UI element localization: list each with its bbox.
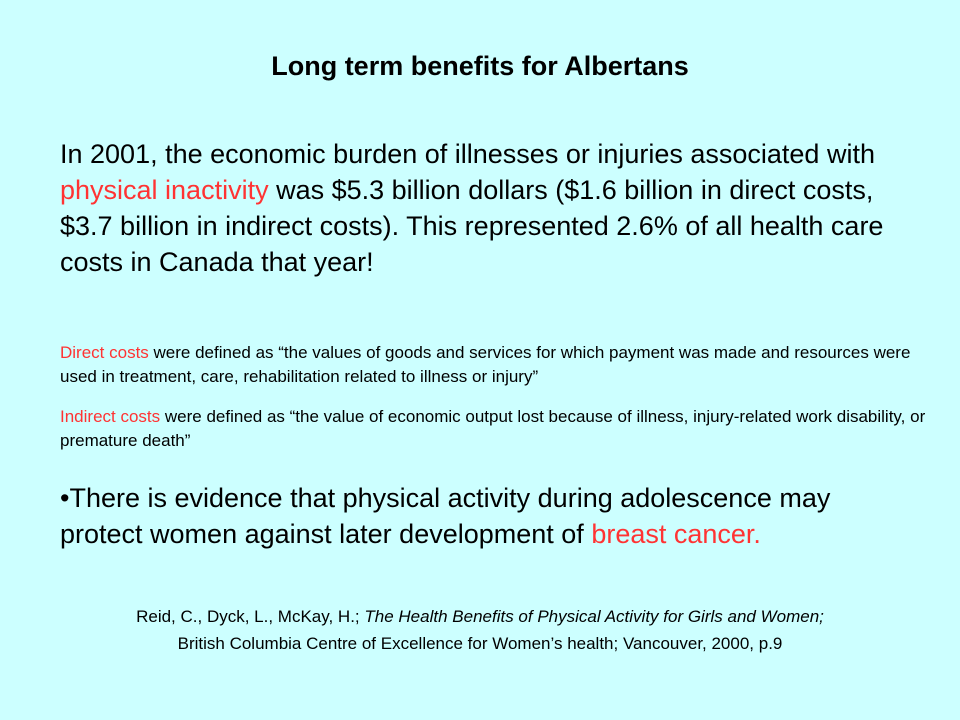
bullet-marker: • bbox=[60, 483, 70, 513]
main-paragraph-text-end: was $5.3 billion dollars ($1.6 billion in direct costs, $3.7 billion in indirect costs). This represented 2.6% of all health care costs in Canada that year! bbox=[60, 175, 884, 277]
direct-costs-definition bbox=[60, 341, 930, 389]
citation-work-title: The Health Benefits of Physical Activity for Girls and Women; bbox=[364, 607, 824, 626]
evidence-bullet bbox=[60, 480, 920, 552]
indirect-costs-term: Indirect costs bbox=[60, 407, 161, 426]
direct-costs-term: Direct costs bbox=[60, 343, 149, 362]
indirect-costs-text: were defined as “the value of economic output lost because of illness, injury-related work disability, or premature death” bbox=[60, 407, 926, 450]
bullet-text: There is evidence that physical activity during adolescence may protect women against later development of bbox=[60, 483, 831, 549]
citation-authors: Reid, C., Dyck, L., McKay, H.; bbox=[136, 607, 365, 626]
direct-costs-text: were defined as “the values of goods and services for which payment was made and resources were used in treatment, care, rehabilitation related to illness or injury” bbox=[60, 343, 911, 386]
physical-inactivity-highlight: physical inactivity bbox=[60, 175, 269, 205]
slide-title: Long term benefits for Albertans bbox=[271, 51, 689, 81]
breast-cancer-highlight: breast cancer. bbox=[591, 519, 761, 549]
indirect-costs-definition bbox=[60, 405, 930, 453]
citation bbox=[0, 603, 960, 657]
citation-publisher: British Columbia Centre of Excellence for Women’s health; Vancouver, 2000, p.9 bbox=[177, 634, 783, 653]
main-paragraph bbox=[60, 136, 920, 280]
main-paragraph-text-start: In 2001, the economic burden of illnesses or injuries associated with bbox=[60, 139, 875, 169]
